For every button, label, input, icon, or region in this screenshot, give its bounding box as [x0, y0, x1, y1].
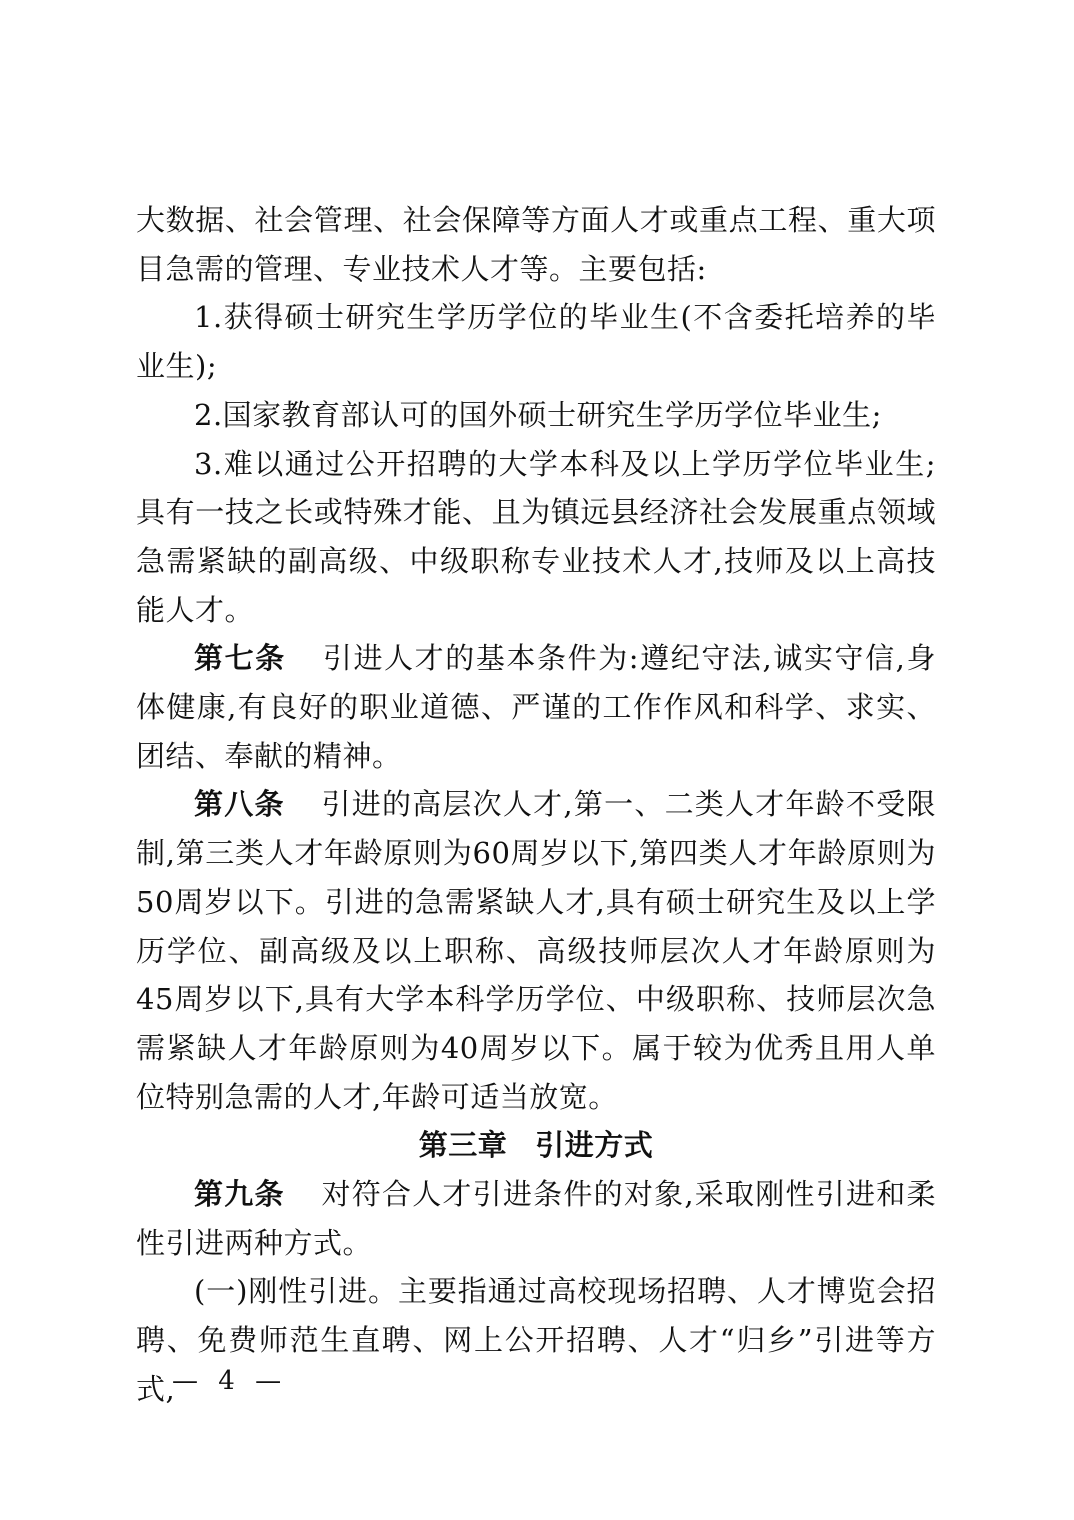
article-8 — [136, 780, 936, 1121]
chapter-heading — [136, 1121, 936, 1170]
list-item-1 — [136, 293, 936, 390]
paragraph-text: 1.获得硕士研究生学历学位的毕业生(不含委托培养的毕业生); — [136, 300, 936, 384]
paragraph-text: 2.国家教育部认可的国外硕士研究生学历学位毕业生; — [194, 397, 882, 432]
list-item-2 — [136, 391, 936, 440]
document-body — [136, 196, 936, 1414]
paragraph-intro — [136, 196, 936, 293]
article-9 — [136, 1170, 936, 1267]
paragraph-text: 对符合人才引进条件的对象,采取刚性引进和柔性引进两种方式。 — [136, 1177, 936, 1260]
list-item-3 — [136, 440, 936, 635]
chapter-title: 引进方式 — [535, 1128, 654, 1163]
article-label: 第七条 — [194, 641, 286, 676]
article-label: 第九条 — [194, 1177, 285, 1212]
page-number: — 4 — — [172, 1366, 288, 1396]
paragraph-text: 引进的高层次人才,第一、二类人才年龄不受限制,第三类人才年龄原则为60周岁以下,第四类人才年龄原则为50周岁以下。引进的急需紧缺人才,具有硕士研究生及以上学历学位、副高级及以上职称、高级技师层次人才年龄原则为45周岁以下,具有大学本科学历学位、中级职称、技师层次急需紧缺人才年龄原则为40周岁以下。属于较为优秀且用人单位特别急需的人才,年龄可适当放宽。 — [136, 787, 936, 1114]
paragraph-text: 大数据、社会管理、社会保障等方面人才或重点工程、重大项目急需的管理、专业技术人才等。主要包括: — [136, 203, 936, 286]
article-7 — [136, 634, 936, 780]
paragraph-text: 引进人才的基本条件为:遵纪守法,诚实守信,身体健康,有良好的职业道德、严谨的工作作风和科学、求实、团结、奉献的精神。 — [136, 641, 936, 773]
paragraph-text: 3.难以通过公开招聘的大学本科及以上学历学位毕业生;具有一技之长或特殊才能、且为镇远县经济社会发展重点领域急需紧缺的副高级、中级职称专业技术人才,技师及以上高技能人才。 — [136, 446, 936, 627]
article-label: 第八条 — [194, 787, 285, 822]
chapter-number: 第三章 — [418, 1128, 508, 1163]
paragraph-text: (一)刚性引进。主要指通过高校现场招聘、人才博览会招聘、免费师范生直聘、网上公开招聘、人才“归乡”引进等方式, — [136, 1274, 936, 1406]
